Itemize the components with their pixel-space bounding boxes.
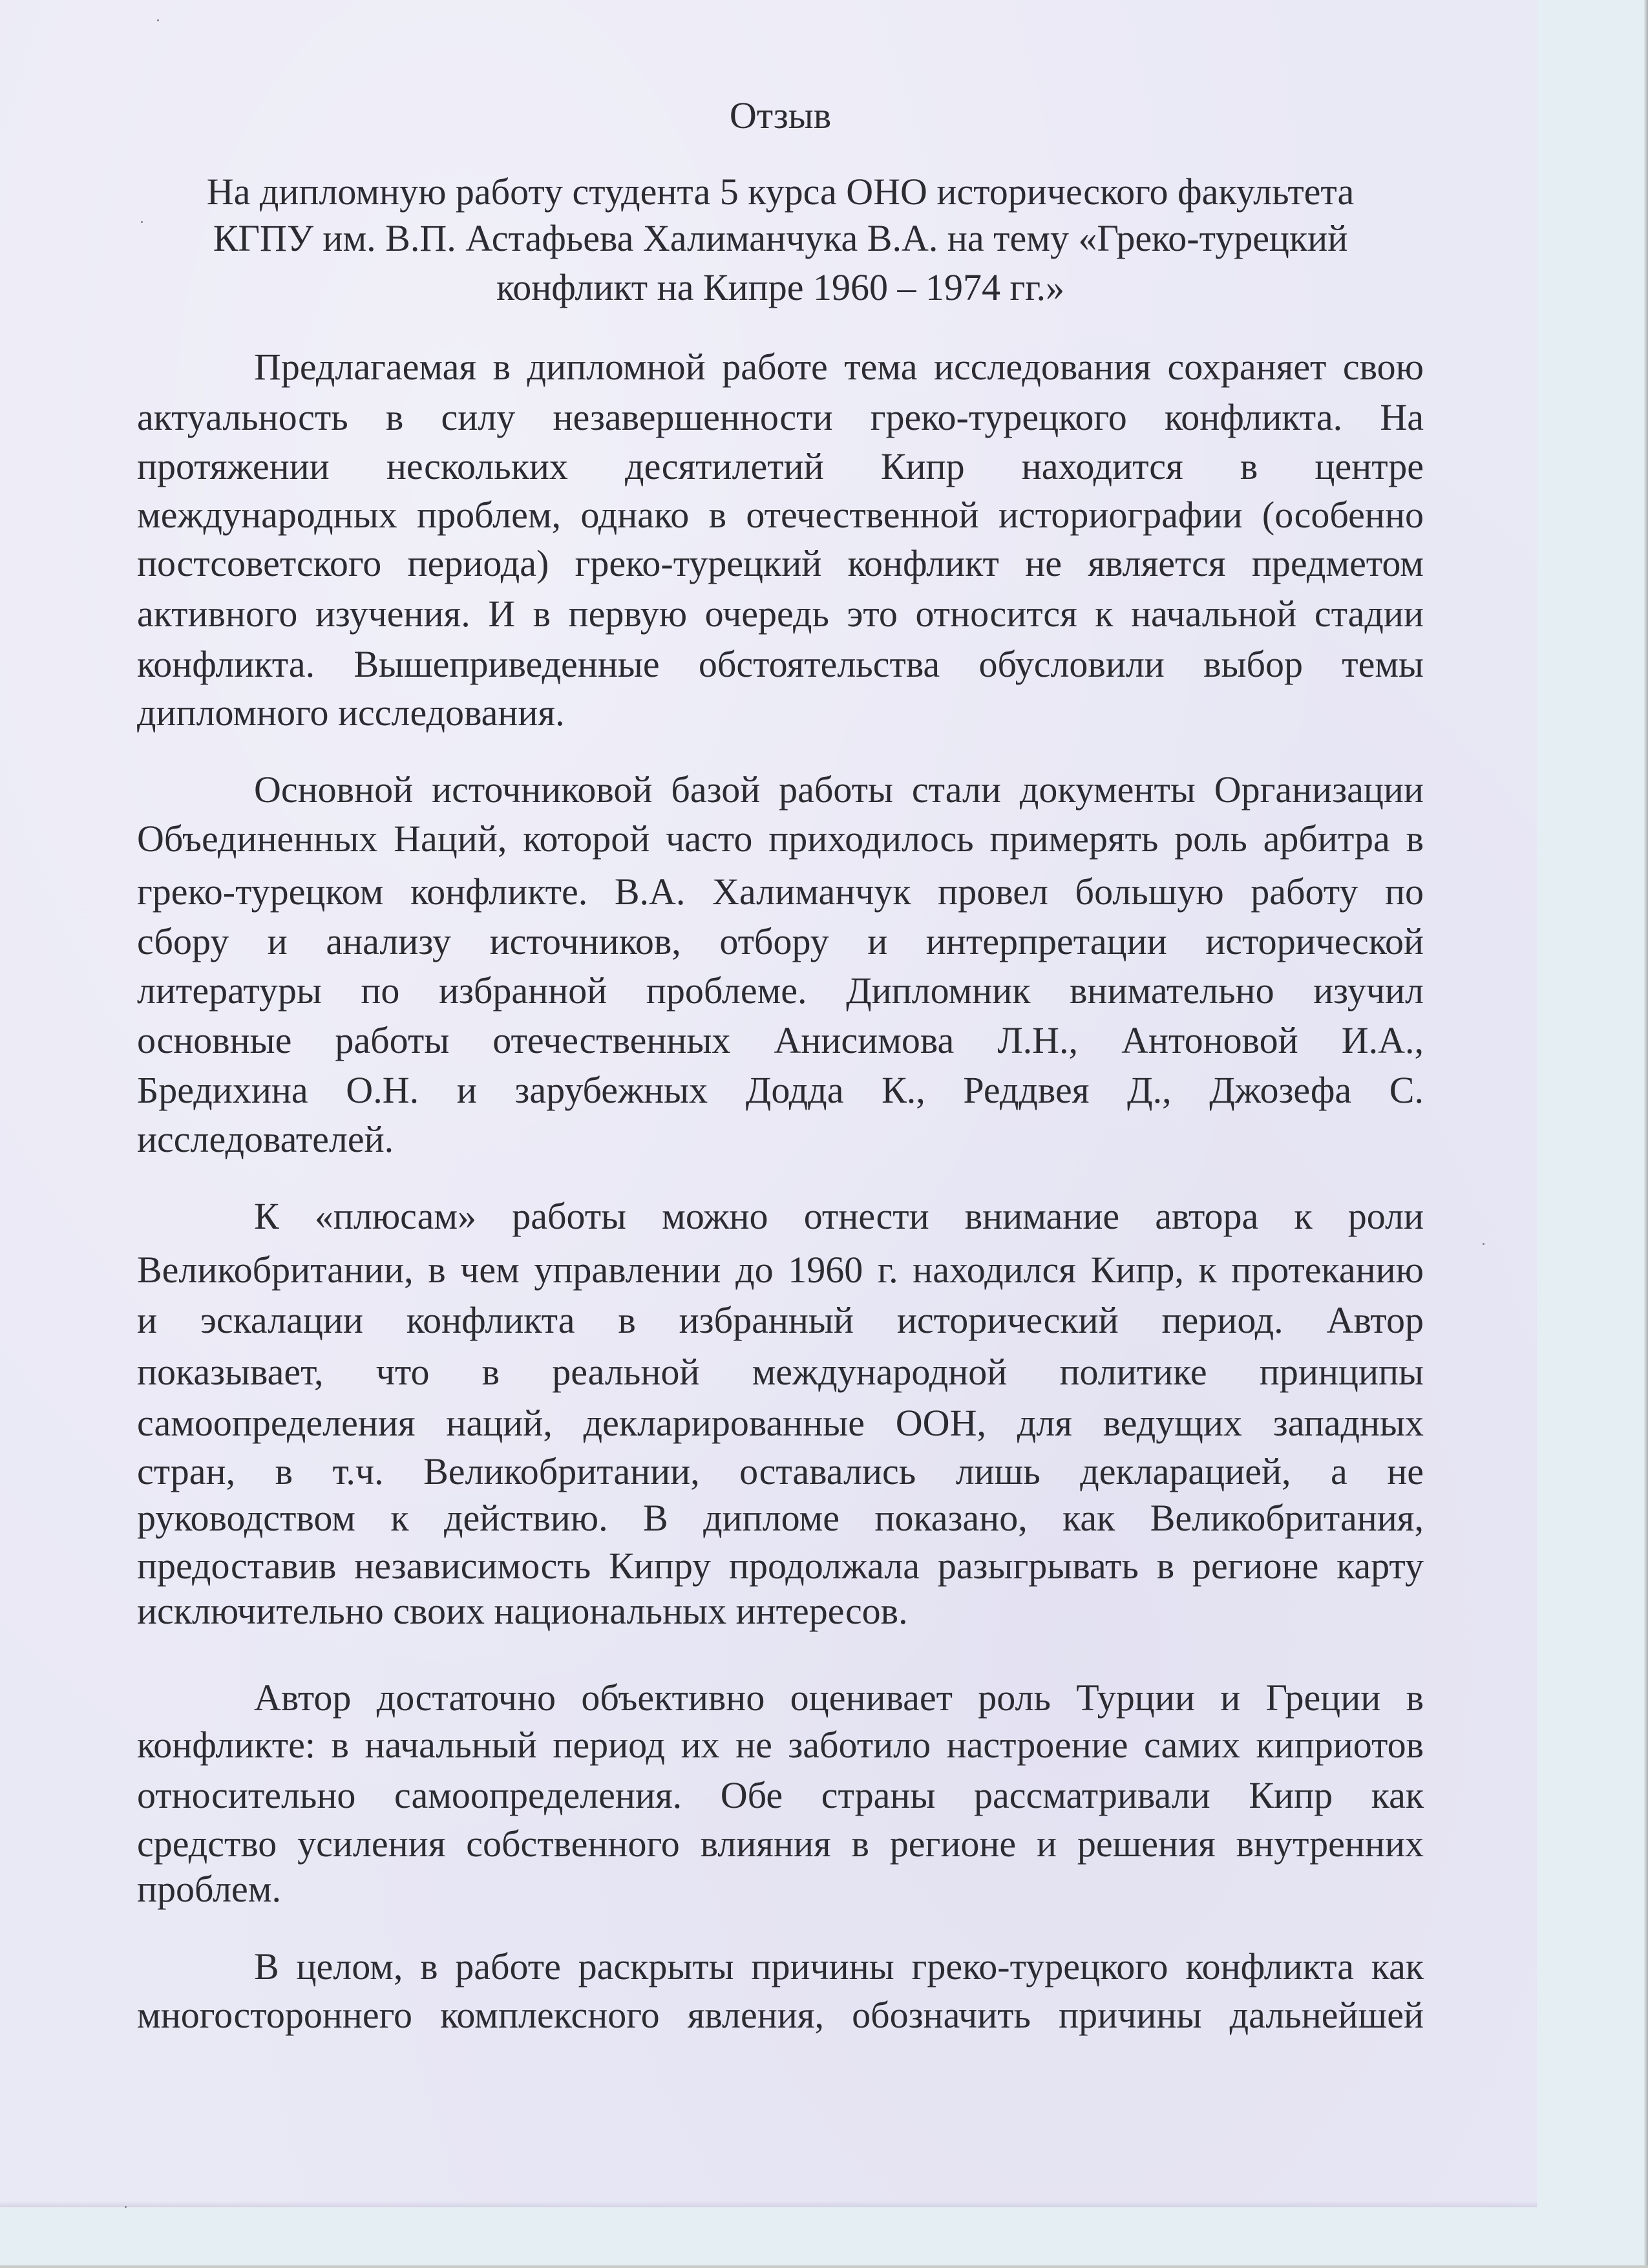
paragraph-line: литературы по избранной проблеме. Дипломник внимательно изучил <box>137 972 1424 1012</box>
scanner-edge-bottom <box>0 2265 1648 2268</box>
subtitle-line: КГПУ им. В.П. Астафьева Халиманчука В.А. на тему «Греко-турецкий <box>213 217 1348 260</box>
paragraph-line: предоставив независимость Кипру продолжала разыгрывать в регионе карту <box>137 1547 1424 1587</box>
paragraph-line: показывает, что в реальной международной политике принципы <box>137 1353 1424 1394</box>
paragraph-line: относительно самоопределения. Обе страны рассматривали Кипр как <box>137 1777 1424 1817</box>
paragraph-line: основные работы отечественных Анисимова Л.Н., Антоновой И.А., <box>137 1022 1424 1062</box>
subtitle-line: конфликт на Кипре 1960 – 1974 гг.» <box>496 266 1064 309</box>
paragraph-line: постсоветского периода) греко-турецкий конфликт не является предметом <box>137 545 1424 585</box>
paragraph-line: исследователей. <box>137 1118 394 1161</box>
scan-speck <box>141 221 143 223</box>
paragraph-line: К «плюсам» работы можно отнести внимание автора к роли <box>254 1198 1424 1238</box>
paragraph-line: В целом, в работе раскрыты причины греко-турецкого конфликта как <box>254 1948 1424 1988</box>
paragraph-line: Объединенных Наций, которой часто приходилось примерять роль арбитра в <box>137 820 1424 860</box>
paragraph-line: сбору и анализу источников, отбору и интерпретации исторической <box>137 923 1424 963</box>
paragraph-line: стран, в т.ч. Великобритании, оставались лишь декларацией, а не <box>137 1453 1424 1493</box>
paragraph-line: греко-турецком конфликте. В.А. Халиманчук провел большую работу по <box>137 873 1424 913</box>
paragraph-line: протяжении нескольких десятилетий Кипр находится в центре <box>137 448 1424 488</box>
scan-speck <box>1483 1243 1484 1245</box>
paragraph-line: международных проблем, однако в отечественной историографии (особенно <box>137 496 1424 536</box>
paragraph-line: и эскалации конфликта в избранный исторический период. Автор <box>137 1302 1424 1342</box>
document-title: Отзыв <box>729 94 832 137</box>
scan-speck <box>157 19 159 21</box>
paragraph-line: Основной источниковой базой работы стали документы Организации <box>254 771 1424 811</box>
paragraph-line: активного изучения. И в первую очередь это относится к начальной стадии <box>137 595 1424 635</box>
subtitle-line: На дипломную работу студента 5 курса ОНО исторического факультета <box>206 171 1355 213</box>
scan-speck <box>125 2206 127 2208</box>
paragraph-line: средство усиления собственного влияния в регионе и решения внутренних <box>137 1825 1424 1865</box>
paper-bottom-shadow <box>0 2201 1537 2207</box>
paragraph-line: Бредихина О.Н. и зарубежных Додда К., Реддвея Д., Джозефа С. <box>137 1072 1424 1112</box>
paragraph-line: актуальность в силу незавершенности греко-турецкого конфликта. На <box>137 399 1424 439</box>
paragraph-line: Предлагаемая в дипломной работе тема исследования сохраняет свою <box>254 348 1424 388</box>
paragraph-line: многостороннего комплексного явления, обозначить причины дальнейшей <box>137 1997 1424 2037</box>
paragraph-line: Великобритании, в чем управлении до 1960 г. находился Кипр, к протеканию <box>137 1251 1424 1291</box>
paragraph-line: дипломного исследования. <box>137 692 565 734</box>
paragraph-line: проблем. <box>137 1868 281 1911</box>
paragraph-line: Автор достаточно объективно оценивает роль Турции и Греции в <box>254 1679 1424 1719</box>
paragraph-line: руководством к действию. В дипломе показано, как Великобритания, <box>137 1500 1424 1540</box>
paragraph-line: самоопределения наций, декларированные ООН, для ведущих западных <box>137 1404 1424 1445</box>
paragraph-line: исключительно своих национальных интересов. <box>137 1590 908 1633</box>
paragraph-line: конфликте: в начальный период их не заботило настроение самих киприотов <box>137 1726 1424 1766</box>
scanner-edge-right <box>1644 0 1648 2268</box>
paragraph-line: конфликта. Вышеприведенные обстоятельства обусловили выбор темы <box>137 646 1424 686</box>
